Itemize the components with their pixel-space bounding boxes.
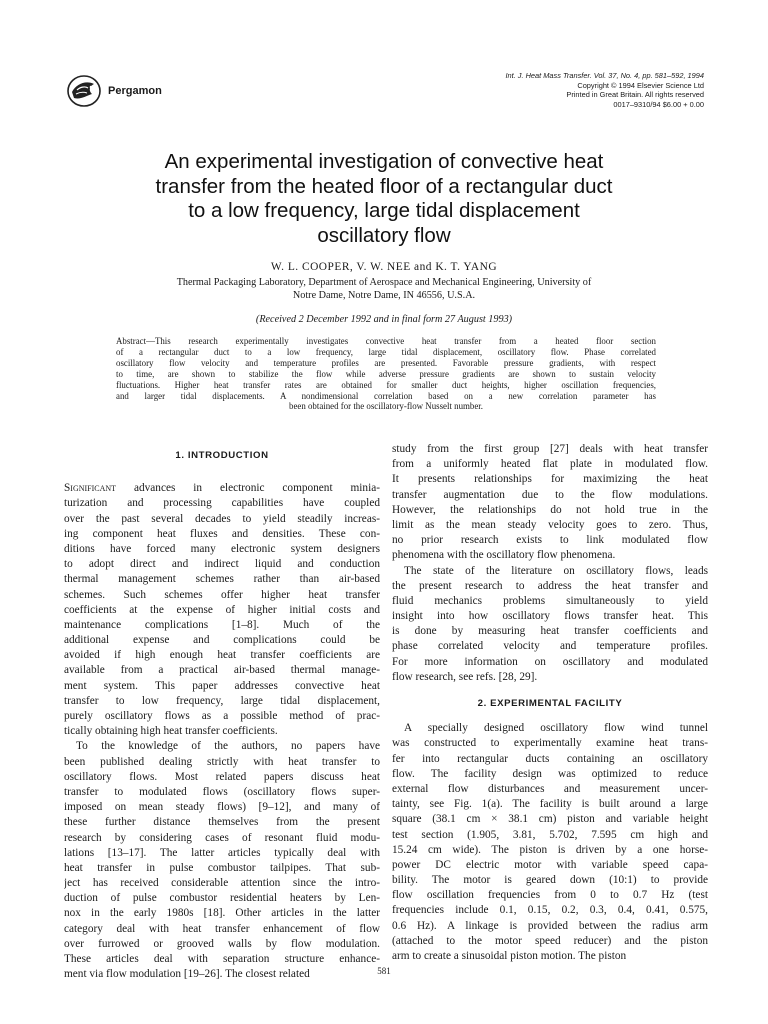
body-text-line: insight into how oscillatory flows transfer heat. This bbox=[392, 610, 708, 623]
body-text-line: tainty, see Fig. 1(a). The facility is built around a large bbox=[392, 798, 708, 811]
body-text-line: ditions have forced many electronic system designers bbox=[64, 542, 380, 555]
abstract-line: and larger tidal displacements. A nondimensional correlation based on a new correlation parameter has bbox=[116, 390, 656, 401]
body-text-line: to adopt direct and indirect liquid and conduction bbox=[64, 558, 380, 571]
body-text-line: available from a practical air-based thermal manage- bbox=[64, 664, 380, 677]
right-column-body-a bbox=[392, 442, 708, 685]
body-text-line: ment system. This paper addresses convective heat bbox=[64, 679, 380, 692]
received-dates: (Received 2 December 1992 and in final form 27 August 1993) bbox=[255, 314, 513, 325]
body-text-line: power DC electric motor with variable speed capa- bbox=[392, 858, 708, 871]
publisher-name: Pergamon bbox=[108, 85, 162, 97]
body-text-line: phenomena with the oscillatory flow phenomena. bbox=[392, 549, 616, 562]
body-text-line: fer into rectangular ducts containing an oscillatory bbox=[392, 752, 708, 765]
body-text-line: bility. The motor is geared down (10:1) to provide bbox=[392, 874, 708, 887]
issn-line: 0017–9310/94 $6.00 + 0.00 bbox=[613, 99, 704, 109]
abstract-line: oscillatory flow velocity and temperature profiles are presented. Favorable pressure gradients, with respect bbox=[116, 357, 656, 368]
body-text-line: phase correlated velocity and temperature profiles. bbox=[392, 640, 708, 653]
authors: W. L. COOPER, V. W. NEE and K. T. YANG bbox=[270, 261, 498, 273]
body-text-line: For more information on oscillatory and modulated bbox=[392, 655, 708, 668]
abstract-line: to time, are shown to stabilize the flow while adverse pressure gradients are shown to sustain velocity bbox=[116, 368, 656, 379]
title-line: transfer from the heated floor of a rectangular duct bbox=[155, 174, 613, 198]
body-text-line: over the past several decades to yield steadily increas- bbox=[64, 512, 380, 525]
body-text-line: oscillatory flows. Most related papers discuss heat bbox=[64, 770, 380, 783]
affiliation bbox=[90, 276, 678, 302]
body-text-line: imposed on mean steady flows) [9–12], and many of bbox=[64, 801, 380, 814]
body-text-line: flow research, see refs. [28, 29]. bbox=[392, 670, 538, 683]
title-line: oscillatory flow bbox=[317, 223, 451, 247]
abstract-line: been obtained for the oscillatory-flow Nusselt number. bbox=[289, 401, 483, 412]
journal-citation: Int. J. Heat Mass Transfer. Vol. 37, No. 4, pp. 581–592, 1994 bbox=[505, 71, 704, 80]
body-text-line: no prior research exists to link modulated flow bbox=[392, 534, 708, 547]
body-text-line: category deal with heat transfer enhancement of flow bbox=[64, 922, 380, 935]
body-text-line: coefficients at the expense of higher initial costs and bbox=[64, 603, 380, 616]
title-line: to a low frequency, large tidal displacement bbox=[188, 199, 580, 223]
body-text-line: is done by measuring heat transfer coefficients and bbox=[392, 625, 708, 638]
body-text-line: ject has received considerable attention since the intro- bbox=[64, 877, 380, 890]
abstract-line: fluctuations. Higher heat transfer rates are obtained for smaller duct heights, higher oscillation frequencies, bbox=[116, 379, 656, 390]
body-text-line: nox in the early 1980s [18]. Other articles in the latter bbox=[64, 907, 380, 920]
body-text-line: (attached to the motor speed reducer) and the piston bbox=[392, 934, 708, 947]
page-number: 581 bbox=[377, 966, 391, 976]
body-text-line: external flow disturbances and measurement uncer- bbox=[392, 782, 708, 795]
printed-line: Printed in Great Britain. All rights reserved bbox=[566, 90, 704, 100]
abstract bbox=[116, 336, 656, 412]
body-text-line: these further distance themselves from the present bbox=[64, 816, 380, 829]
body-text-line: flow. The facility design was optimized to reduce bbox=[392, 767, 708, 780]
body-text-line: was constructed to experimentally examine heat trans- bbox=[392, 737, 708, 750]
title-line: An experimental investigation of convective heat bbox=[164, 150, 604, 173]
body-text-line: duction of pulse combustor residential heaters by Len- bbox=[64, 892, 380, 905]
body-text-line: transfer augmentation due to the flow modulations. bbox=[392, 488, 708, 501]
affiliation-line: Thermal Packaging Laboratory, Department of Aerospace and Mechanical Engineering, University of bbox=[176, 277, 592, 288]
abstract-line: of a rectangular duct to a low frequency, large tidal displacement, oscillatory flow. Phase correlated bbox=[116, 346, 656, 357]
body-text-line: The state of the literature on oscillatory flows, leads bbox=[404, 564, 708, 577]
body-text-line: study from the first group [27] deals with heat transfer bbox=[392, 443, 708, 455]
right-column-body-b bbox=[392, 721, 708, 964]
body-text-line: To the knowledge of the authors, no papers have bbox=[76, 740, 380, 753]
body-text-line: 15.24 cm wide). The piston is driven by a one horse- bbox=[392, 843, 708, 856]
body-text-line: ing component heat fluxes and densities. These con- bbox=[64, 527, 380, 540]
body-text-line: heat transfer in pulse combustor tailpipes. That sub- bbox=[64, 861, 380, 874]
body-text-line: limit as the mean steady velocity goes to zero. Thus, bbox=[392, 518, 708, 531]
copyright-line: Copyright © 1994 Elsevier Science Ltd bbox=[577, 80, 704, 90]
abstract-line: Abstract—This research experimentally investigates convective heat transfer from a heated floor section bbox=[116, 336, 656, 346]
journal-info bbox=[505, 71, 704, 109]
body-text-line: thermal management schemes rather than air-based bbox=[64, 573, 380, 586]
body-text-line: research by considering cases of resonant fluid modu- bbox=[64, 831, 380, 844]
body-text-line: These articles deal with separation structure enhance- bbox=[64, 953, 380, 966]
body-text-line: avoided if high enough heat transfer coefficients are bbox=[64, 649, 380, 662]
body-text-line: from a uniformly heated flat plate in modulated flow. bbox=[392, 458, 708, 471]
body-text-line: It presents relationships for maximizing the heat bbox=[392, 473, 708, 486]
body-text-line: lations [13–17]. The latter articles typically deal with bbox=[64, 846, 380, 859]
body-text-line: flow oscillation frequencies from 0 to 0.7 Hz (test bbox=[392, 889, 708, 902]
section-heading-experimental-facility: 2. EXPERIMENTAL FACILITY bbox=[477, 698, 623, 709]
left-column bbox=[64, 448, 380, 982]
body-text-line: been published dealing strictly with heat transfer to bbox=[64, 755, 380, 768]
section-heading-introduction: 1. INTRODUCTION bbox=[175, 450, 269, 461]
right-column bbox=[392, 442, 708, 964]
publisher-block bbox=[66, 74, 162, 108]
body-text-line: 0.6 Hz). A linkage is provided between the radius arm bbox=[392, 919, 708, 932]
body-text-line: arm to create a sinusoidal piston motion. The piston bbox=[392, 950, 627, 963]
body-text-line: test section (1.905, 3.81, 5.702, 7.595 cm high and bbox=[392, 828, 708, 841]
left-column-body bbox=[64, 481, 380, 982]
body-text-line: A specially designed oscillatory flow wind tunnel bbox=[404, 722, 708, 735]
affiliation-line: Notre Dame, Notre Dame, IN 46556, U.S.A. bbox=[292, 290, 476, 301]
body-text-line: fluid mechanics problems simultaneously to yield bbox=[392, 594, 708, 607]
body-text-line: Significant advances in electronic component minia- bbox=[64, 482, 380, 495]
pergamon-logo-icon bbox=[66, 74, 102, 108]
body-text-line: over furrowed or grooved walls by flow modulation. bbox=[64, 937, 380, 950]
body-text-line: the present research to address the heat transfer and bbox=[392, 579, 708, 592]
body-text-line: additional expense and complications could be bbox=[64, 634, 380, 647]
body-text-line: tically obtaining high heat transfer coefficients. bbox=[64, 725, 278, 738]
body-text-line: transfer to modulated flows (oscillatory flows super- bbox=[64, 785, 380, 798]
body-text-line: maintenance complications [1–8]. Much of the bbox=[64, 618, 380, 631]
paper-title bbox=[60, 150, 708, 248]
body-text-line: square (38.1 cm × 38.1 cm) piston and variable height bbox=[392, 813, 708, 826]
body-text-line: purely oscillatory flows as a possible method of prac- bbox=[64, 710, 380, 723]
body-text-line: However, the relationships do not hold true in the bbox=[392, 503, 708, 516]
body-text-line: frequencies include 0.1, 0.15, 0.2, 0.3, 0.4, 0.41, 0.575, bbox=[392, 904, 708, 917]
body-text-line: schemes. Such schemes offer higher heat transfer bbox=[64, 588, 380, 601]
body-text-line: ment via flow modulation [19–26]. The closest related bbox=[64, 968, 310, 981]
body-text-line: turization and processing capabilities have coupled bbox=[64, 497, 380, 510]
body-text-line: transfer to low frequency, large tidal displacement, bbox=[64, 694, 380, 707]
